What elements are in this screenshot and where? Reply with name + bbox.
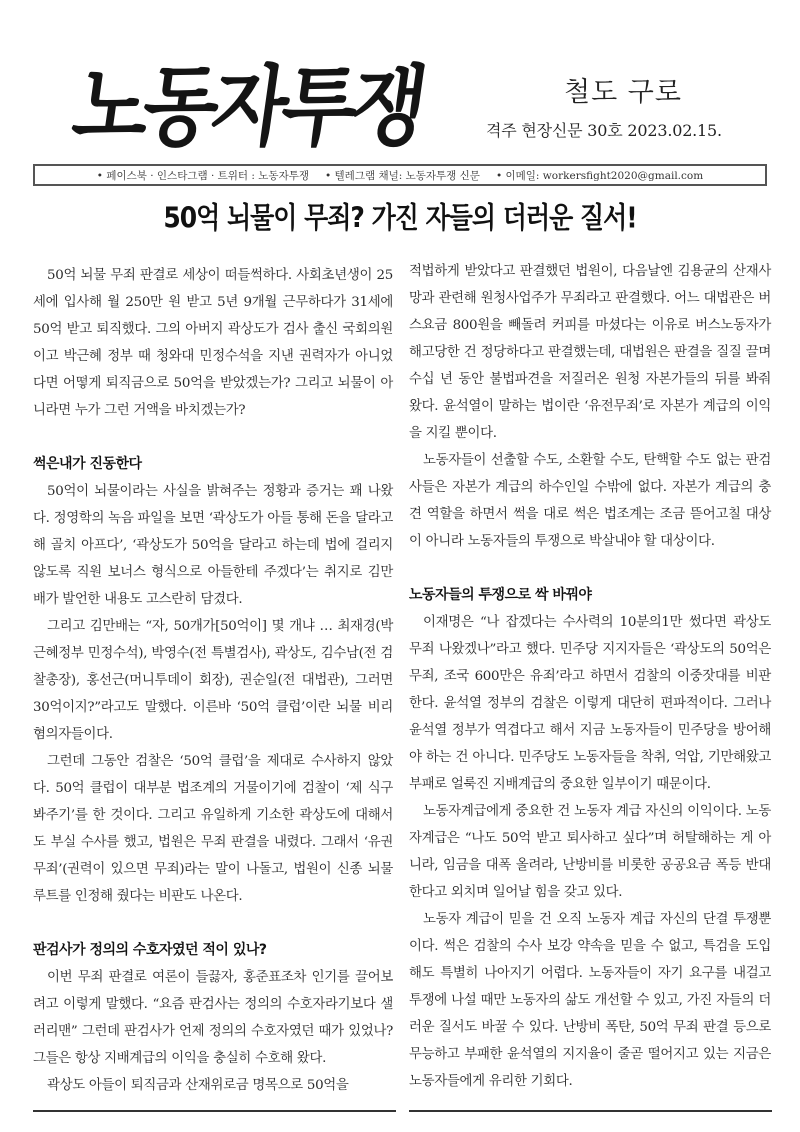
body-paragraph: 곽상도 아들이 퇴직금과 산재위로금 명목으로 50억을	[47, 1078, 349, 1093]
body-paragraph: 50억이 뇌물이라는 사실을 밝혀주는 정황과 증거는 꽤 나왔다. 정영학의 녹음 파일을 보면 ‘곽상도가 아들 통해 돈을 달라고 해 골치 아프다’, ‘곽상도가 50억을 달라고 하는데 법에 걸리지 않도록 직원 보너스 형식으로 아들한테 주겠다’는 취지로 김만배가 발언한 내용도 고스란히 담겼다.	[33, 484, 393, 607]
issue-info: 격주 현장신문 30호 2023.02.15.	[486, 121, 722, 140]
column-bottom-rule	[409, 1110, 772, 1112]
body-paragraph: 그런데 그동안 검찰은 ‘50억 클럽’을 제대로 수사하지 않았다. 50억 클럽이 대부분 법조계의 거물이기에 검찰이 ‘제 식구 봐주기’를 한 것이다. 그리고 유일하게 기소한 곽상도에 대해서도 부실 수사를 했고, 법원은 무죄 판결을 내렸다. 그래서 ‘유권무죄’(권력이 있으면 무죄)라는 말이 나돌고, 법원이 신종 뇌물 루트를 인정해 줬다는 비판도 나온다.	[33, 754, 393, 904]
article-column-left	[33, 262, 393, 1099]
body-paragraph: 그리고 김만배는 “자, 50개가[50억이] 몇 개냐 … 최재경(박근혜정부 민정수석), 박영수(전 특별검사), 곽상도, 김수남(전 검찰총장), 홍선근(머니투데이 회장), 권순일(전 대법관), 그러면 30억이지?”라고도 말했다. 이른바 ‘50억 클럽’이란 뇌물 비리 혐의자들이다.	[33, 619, 393, 742]
intro-paragraph: 50억 뇌물 무죄 판결로 세상이 떠들썩하다. 사회초년생이 25세에 입사해 월 250만 원 받고 5년 9개월 근무하다가 31세에 50억 받고 퇴직했다. 그의 아버지 곽상도가 검사 출신 국회의원이고 박근혜 정부 때 청와대 민정수석을 지낸 권력자가 아니었다면 어떻게 퇴직금으로 50억을 받았겠는가? 그리고 뇌물이 아니라면 누가 그런 거액을 바치겠는가?	[33, 268, 393, 418]
body-paragraph: 노동자 계급이 믿을 건 오직 노동자 계급 자신의 단결 투쟁뿐이다. 썩은 검찰의 수사 보강 약속을 믿을 수 없고, 특검을 도입해도 특별히 나아지기 어렵다. 노동자들이 자기 요구를 내걸고 투쟁에 나설 때만 노동자의 삶도 개선할 수 있고, 가진 자들의 더러운 질서도 바꿀 수 있다. 난방비 폭탄, 50억 무죄 판결 등으로 무능하고 부패한 윤석열의 지지율이 줄곧 떨어지고 있는 지금은 노동자들에게 유리한 기회다.	[409, 912, 771, 1089]
email-contact: • 이메일: workersfight2020@gmail.com	[495, 169, 704, 182]
body-paragraph: 노동자들이 선출할 수도, 소환할 수도, 탄핵할 수도 없는 판검사들은 자본가 계급의 하수인일 수밖에 없다. 자본가 계급의 충견 역할을 하면서 썩을 대로 썩은 법조계는 조금 뜯어고칠 대상이 아니라 노동자들의 투쟁으로 박살내야 할 대상이다.	[409, 453, 771, 549]
column-bottom-rule	[33, 1110, 396, 1112]
body-paragraph: 이번 무죄 판결로 여론이 들끓자, 홍준표조차 인기를 끌어보려고 이렇게 말했다. “요즘 판검사는 정의의 수호자라기보다 샐러리맨” 그런데 판검사가 언제 정의의 수호자였던 때가 있었나? 그들은 항상 지배계급의 이익을 충실히 수호해 왔다.	[33, 970, 393, 1066]
article-headline: 50억 뇌물이 무죄? 가진 자들의 더러운 질서!	[163, 201, 637, 235]
edition-name: 철도 구로	[564, 77, 682, 108]
contact-bar	[33, 164, 767, 186]
body-paragraph: 이재명은 “나 잡겠다는 수사력의 10분의1만 썼다면 곽상도 무죄 나왔겠나”라고 했다. 민주당 지지자들은 ‘곽상도의 50억은 무죄, 조국 600만은 유죄’라고 하면서 검찰의 이중잣대를 비판한다. 윤석열 정부의 검찰은 이렇게 대단히 편파적이다. 그러나 윤석열 정부가 역겹다고 해서 지금 노동자들이 민주당을 방어해야 하는 건 아니다. 민주당도 노동자들을 착취, 억압, 기만해왔고 부패로 얼룩진 지배계급의 중요한 일부이기 때문이다.	[409, 615, 771, 792]
newspaper-logo: 노동자투쟁	[66, 57, 428, 159]
telegram-channel: • 텔레그램 채널: 노동자투쟁 신문	[325, 169, 480, 182]
article-column-right	[409, 258, 771, 1095]
section-heading: 썩은내가 진동한다	[33, 456, 142, 472]
social-media-links: • 페이스북 · 인스타그램 · 트위터 : 노동자투쟁	[96, 169, 309, 182]
section-heading: 판검사가 정의의 수호자였던 적이 있나?	[33, 942, 267, 958]
section-heading: 노동자들의 투쟁으로 싹 바꿔야	[409, 587, 592, 603]
body-paragraph: 노동자계급에게 중요한 건 노동자 계급 자신의 이익이다. 노동자계급은 “나도 50억 받고 퇴사하고 싶다”며 허탈해하는 게 아니라, 임금을 대폭 올려라, 난방비를 비롯한 공공요금 폭등 반대한다고 외치며 일어날 힘을 갖고 있다.	[409, 804, 771, 900]
body-paragraph-continued: 적법하게 받았다고 판결했던 법원이, 다음날엔 김용균의 산재사망과 관련해 원청사업주가 무죄라고 판결했다. 어느 대법관은 버스요금 800원을 빼돌려 커피를 마셨다는 이유로 버스노동자가 해고당한 건 정당하다고 판결했는데, 대법원은 판결을 질질 끌며 수십 년 동안 불법파견을 저질러온 원청 자본가들의 뒤를 봐줘 왔다. 윤석열이 말하는 법이란 ‘유전무죄’로 자본가 계급의 이익을 지킬 뿐이다.	[409, 264, 771, 441]
